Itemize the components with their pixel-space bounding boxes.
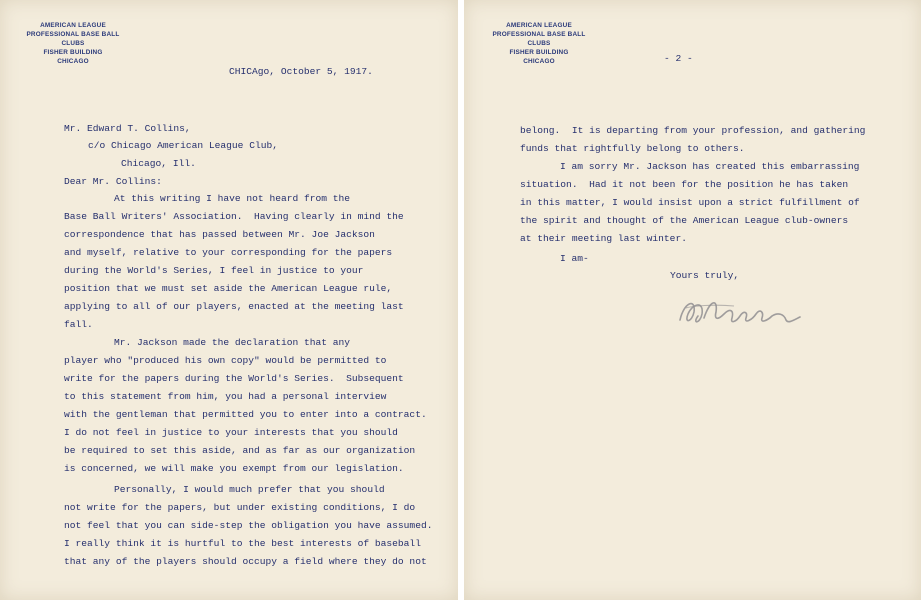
letterhead-line: AMERICAN LEAGUE [40, 22, 106, 29]
body-line: not feel that you can side-step the obligation you have assumed. [64, 520, 433, 531]
body-line: at their meeting last winter. [520, 233, 687, 244]
letterhead-line: PROFESSIONAL BASE BALL CLUBS [26, 31, 120, 47]
letterhead-line: CHICAGO [523, 58, 555, 65]
dateline: CHICAgo, October 5, 1917. [229, 66, 373, 77]
letterhead [18, 21, 128, 66]
body-line: write for the papers during the World's Series. Subsequent [64, 373, 404, 384]
body-line: I do not feel in justice to your interests that you should [64, 427, 398, 438]
signature-text: B.B.Johnson [674, 290, 680, 291]
address-line: c/o Chicago American League Club, [88, 140, 278, 151]
body-line: applying to all of our players, enacted at the meeting last [64, 301, 404, 312]
closing: Yours truly, [670, 270, 740, 281]
body-line: fall. [64, 319, 93, 330]
body-line: during the World's Series, I feel in justice to your [64, 265, 364, 276]
salutation: Dear Mr. Collins: [64, 176, 162, 187]
body-line: not write for the papers, but under existing conditions, I do [64, 502, 416, 513]
body-line: situation. Had it not been for the position he has taken [520, 179, 849, 190]
body-line: Base Ball Writers' Association. Having clearly in mind the [64, 211, 404, 222]
body-line: Personally, I would much prefer that you should [114, 484, 385, 495]
body-line: to this statement from him, you had a personal interview [64, 391, 387, 402]
body-line: funds that rightfully belong to others. [520, 143, 745, 154]
closing-pre: I am- [560, 253, 589, 264]
address-line: Mr. Edward T. Collins, [64, 123, 191, 134]
body-line: in this matter, I would insist upon a strict fulfillment of [520, 197, 860, 208]
body-line: position that we must set aside the American League rule, [64, 283, 393, 294]
body-line: belong. It is departing from your profession, and gathering [520, 125, 866, 136]
letter-page-1 [0, 0, 458, 600]
body-line: with the gentleman that permitted you to enter into a contract. [64, 409, 427, 420]
signature [674, 290, 804, 335]
letterhead-line: AMERICAN LEAGUE [506, 22, 572, 29]
body-line: I am sorry Mr. Jackson has created this embarrassing [560, 161, 860, 172]
body-line: and myself, relative to your corresponding for the papers [64, 247, 393, 258]
body-line: the spirit and thought of the American League club-owners [520, 215, 849, 226]
body-line: be required to set this aside, and as far as our organization [64, 445, 416, 456]
letterhead-line: FISHER BUILDING [43, 49, 103, 56]
page-number: - 2 - [664, 53, 693, 64]
letter-page-2 [464, 0, 921, 600]
body-line: is concerned, we will make you exempt from our legislation. [64, 463, 404, 474]
address-line: Chicago, Ill. [121, 158, 196, 169]
letterhead-line: PROFESSIONAL BASE BALL CLUBS [492, 31, 586, 47]
body-line: correspondence that has passed between Mr. Joe Jackson [64, 229, 375, 240]
letterhead [484, 21, 594, 66]
letterhead-line: FISHER BUILDING [509, 49, 569, 56]
letterhead-line: CHICAGO [57, 58, 89, 65]
body-line: player who "produced his own copy" would be permitted to [64, 355, 387, 366]
body-line: that any of the players should occupy a field where they do not [64, 556, 427, 567]
body-line: I really think it is hurtful to the best interests of baseball [64, 538, 421, 549]
body-line: Mr. Jackson made the declaration that any [114, 337, 351, 348]
body-line: At this writing I have not heard from the [114, 193, 351, 204]
